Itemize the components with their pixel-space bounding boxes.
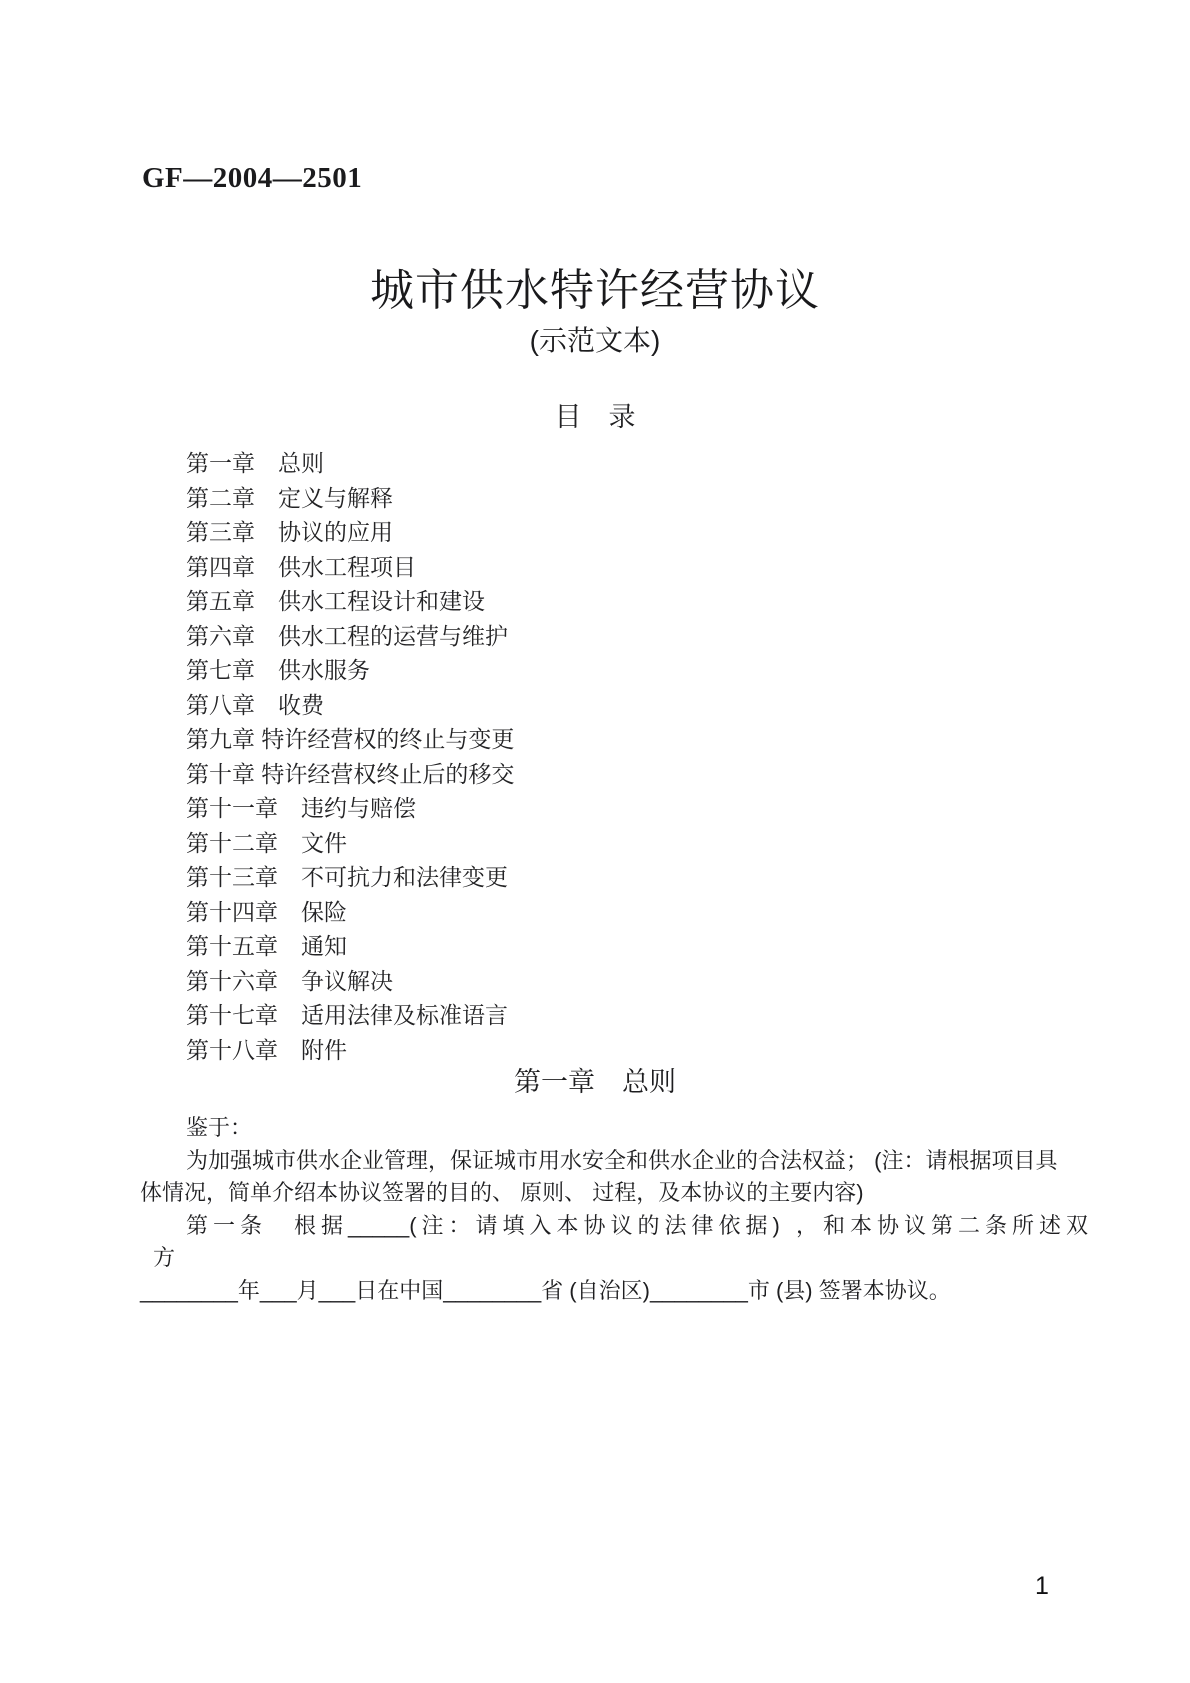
toc-item-14: 第十四章 保险 (186, 898, 347, 925)
toc-item-2: 第二章 定义与解释 (186, 484, 393, 511)
article-1-wrap-char: 方 (153, 1245, 176, 1270)
article-1-prefix: 第一条 根据 (186, 1212, 349, 1238)
toc-item-16: 第十六章 争议解决 (186, 967, 393, 994)
doc-number: GF—2004—2501 (142, 162, 363, 194)
toc-title: 目 录 (554, 402, 636, 432)
toc-item-6: 第六章 供水工程的运营与维护 (186, 622, 508, 649)
article-1-suffix: (注：请填入本协议的法律依据) ，和本协议第二条所述双 (409, 1212, 1093, 1238)
chapter-1-body (140, 1112, 1100, 1307)
toc-item-17: 第十七章 适用法律及标准语言 (186, 1002, 508, 1028)
toc-item-15: 第十五章 通知 (186, 933, 347, 959)
table-of-contents (186, 446, 514, 1067)
chapter-1-heading: 第一章 总则 (514, 1067, 676, 1097)
toc-item-1: 第一章 总则 (186, 450, 324, 476)
toc-item-7: 第七章 供水服务 (186, 657, 370, 683)
toc-item-13: 第十三章 不可抗力和法律变更 (186, 864, 508, 890)
toc-item-10: 第十章 特许经营权终止后的移交 (186, 760, 515, 787)
page-number: 1 (1035, 1572, 1049, 1600)
toc-item-9: 第九章 特许经营权的终止与变更 (186, 726, 515, 752)
toc-item-11: 第十一章 违约与赔偿 (186, 795, 416, 821)
paragraph-1-line-1: 为加强城市供水企业管理，保证城市用水安全和供水企业的合法权益； (注：请根据项目具 (186, 1147, 1058, 1173)
document-title: 城市供水特许经营协议 (370, 266, 820, 315)
toc-item-5: 第五章 供水工程设计和建设 (186, 588, 485, 614)
toc-item-3: 第三章 协议的应用 (186, 519, 393, 545)
article-1-fill-in-blank: _____ (348, 1212, 410, 1238)
signing-date-line: ________年___月___日在中国________省 (自治区)________市 (县) 签署本协议。 (140, 1277, 951, 1303)
document-subtitle: (示范文本) (529, 325, 661, 356)
toc-item-12: 第十二章 文件 (186, 829, 347, 856)
toc-item-18: 第十八章 附件 (186, 1036, 347, 1063)
paragraph-1-line-2: 体情况，简单介绍本协议签署的目的、 原则、 过程，及本协议的主要内容) (140, 1180, 864, 1205)
toc-item-8: 第八章 收费 (186, 691, 324, 718)
article-1-line (140, 1210, 1100, 1243)
whereas-label: 鉴于： (186, 1115, 253, 1140)
toc-item-4: 第四章 供水工程项目 (186, 553, 416, 580)
